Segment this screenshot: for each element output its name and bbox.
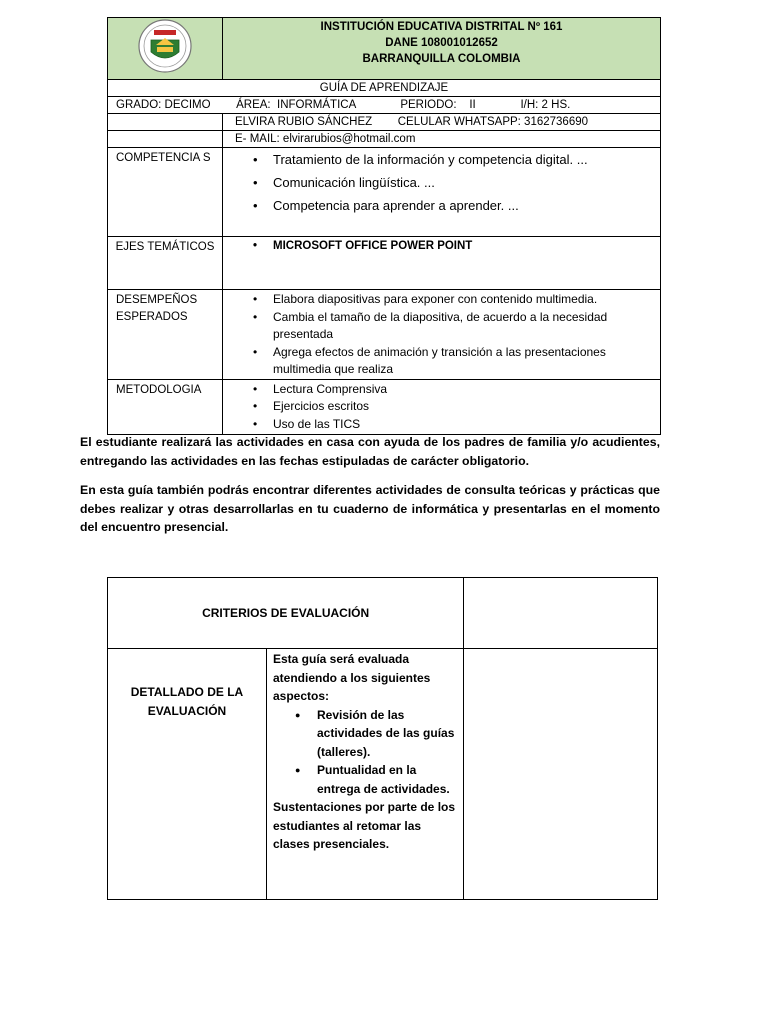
empty-cell bbox=[464, 649, 658, 900]
list-item: ● Revisión de las actividades de las guías (talleres). bbox=[273, 706, 457, 762]
competencias-list bbox=[223, 148, 660, 217]
city-name: BARRANQUILLA COLOMBIA bbox=[362, 53, 521, 65]
email-info-row: E- MAIL: elvirarubios@hotmail.com bbox=[223, 131, 661, 148]
list-item: • MICROSOFT OFFICE POWER POINT bbox=[223, 238, 660, 255]
list-item: • Tratamiento de la información y competencia digital. ... bbox=[223, 148, 660, 171]
metodologia-label: METODOLOGIA bbox=[108, 379, 223, 434]
competencias-label: COMPETENCIA S bbox=[108, 148, 223, 237]
desempenos-list bbox=[223, 290, 660, 379]
guide-title: GUÍA DE APRENDIZAJE bbox=[108, 80, 661, 97]
detail-intro: Esta guía será evaluada atendiendo a los siguientes aspectos: bbox=[272, 652, 431, 703]
instructions-paragraph: El estudiante realizará las actividades en casa con ayuda de los padres de familia y/o acudientes, entregando las actividades en las fechas estipuladas de carácter obligatorio. bbox=[80, 435, 660, 468]
desempenos-content bbox=[223, 290, 661, 380]
list-item: • Comunicación lingüística. ... bbox=[223, 171, 660, 194]
list-item: ● Puntualidad en la entrega de actividades. bbox=[273, 761, 457, 798]
competencias-content bbox=[223, 148, 661, 237]
teacher-info-row: ELVIRA RUBIO SÁNCHEZ CELULAR WHATSAPP: 3162736690 bbox=[223, 114, 661, 131]
empty-cell bbox=[108, 114, 223, 131]
list-item: • Ejercicios escritos bbox=[223, 398, 660, 416]
detail-content bbox=[266, 649, 463, 900]
list-item: • Lectura Comprensiva bbox=[223, 381, 660, 399]
detail-closing: Sustentaciones por parte de los estudiantes al retomar las clases presenciales. bbox=[272, 800, 456, 851]
institution-title-cell bbox=[223, 18, 661, 80]
guide-header-table bbox=[107, 17, 661, 435]
list-item: • Agrega efectos de animación y transición a las presentaciones multimedia que realiza bbox=[223, 344, 650, 379]
ejes-list bbox=[223, 237, 660, 255]
criteria-title: CRITERIOS DE EVALUACIÓN bbox=[108, 578, 464, 649]
empty-cell bbox=[108, 131, 223, 148]
list-item: • Elabora diapositivas para exponer con contenido multimedia. bbox=[223, 291, 650, 309]
list-item: • Competencia para aprender a aprender. ... bbox=[223, 194, 660, 217]
dane-code: DANE 108001012652 bbox=[385, 37, 498, 49]
school-logo-cell bbox=[108, 18, 223, 80]
school-crest-icon bbox=[126, 18, 204, 74]
evaluation-criteria-table bbox=[107, 577, 658, 900]
desempenos-label: DESEMPEÑOS ESPERADOS bbox=[108, 290, 223, 380]
ejes-content bbox=[223, 237, 661, 290]
guide-description-paragraph: En esta guía también podrás encontrar diferentes actividades de consulta teóricas y prácticas que debes realizar y otras desarrollarlas en tu cuaderno de informática y presentarlas en el momento del encuentro presencial. bbox=[80, 483, 660, 534]
detail-label: DETALLADO DE LA EVALUACIÓN bbox=[108, 649, 267, 900]
list-item: • Cambia el tamaño de la diapositiva, de acuerdo a la necesidad presentada bbox=[223, 309, 650, 344]
grade-info-row: GRADO: DECIMO ÁREA: INFORMÁTICA PERIODO: II I/H: 2 HS. bbox=[108, 97, 661, 114]
criteria-list bbox=[273, 706, 457, 799]
list-item: • Uso de las TICS bbox=[223, 416, 660, 434]
empty-cell bbox=[464, 578, 658, 649]
metodologia-content bbox=[223, 379, 661, 434]
ejes-label: EJES TEMÁTICOS bbox=[108, 237, 223, 290]
metodologia-list bbox=[223, 380, 660, 434]
institution-name: INSTITUCIÓN EDUCATIVA DISTRITAL Nº 161 bbox=[320, 21, 563, 33]
